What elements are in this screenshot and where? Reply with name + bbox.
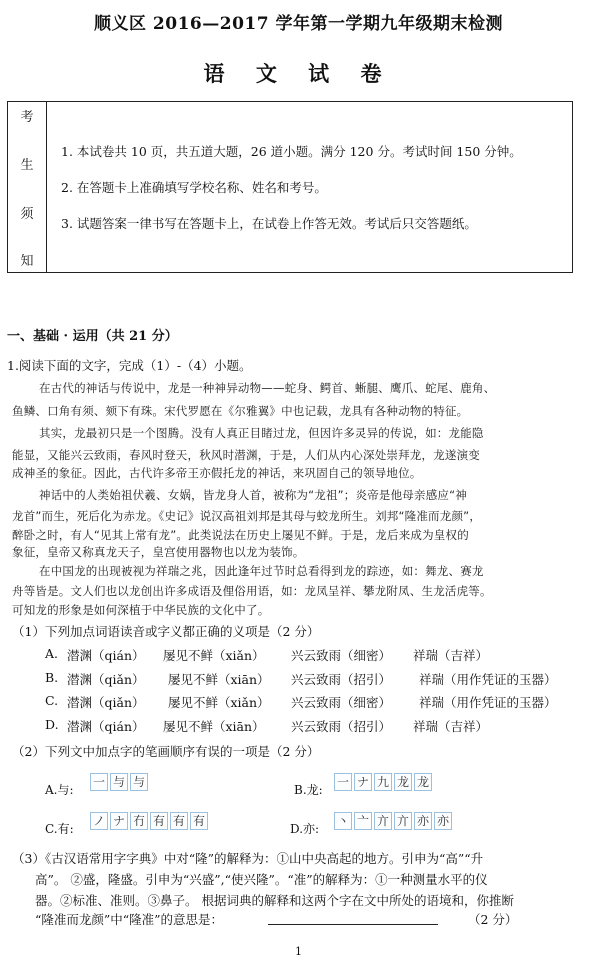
option-word: 屡见不鲜（xiǎn）: [168, 695, 270, 710]
stroke-cell: 亦: [434, 812, 452, 830]
exam-subtitle: 语 文 试 卷: [203, 61, 394, 86]
option-word: 祥瑞（吉祥）: [413, 719, 489, 734]
passage-line: 可知龙的形象是如何深植于中华民族的文化中了。: [12, 603, 270, 617]
stroke-cell: 丶: [334, 812, 352, 830]
passage-line: 在中国龙的出现被视为祥瑞之兆，因此逢年过节时总看得到龙的踪迹，如：舞龙、赛龙: [39, 564, 484, 578]
passage-line: 神话中的人类始祖伏羲、女娲，皆龙身人首，被称为“龙祖”；炎帝是他母亲感应“神: [39, 488, 467, 502]
option-word: 屡见不鲜（xiān）: [163, 719, 265, 734]
section-heading: 一、基础 · 运用（共 21 分）: [7, 329, 178, 344]
option-word: 兴云致雨（细密）: [291, 695, 392, 710]
option-letter: B.: [45, 670, 59, 685]
sub-question-stem: （1）下列加点词语读音或字义都正确的义项是（2 分）: [12, 624, 320, 639]
passage-line: 其实，龙最初只是一个图腾。没有人真正目睹过龙，但因许多灵异的传说，如：龙能隐: [39, 426, 484, 440]
option-word: 祥瑞（用作凭证的玉器）: [419, 695, 557, 710]
passage-line: 龙首”而生，死后化为赤龙。《史记》说汉高祖刘邦是其母与蛟龙所生。刘邦“隆准而龙颜”，: [12, 509, 482, 523]
stroke-cell: 龙: [394, 773, 412, 791]
sub-question-line: （3）《古汉语常用字字典》中对“隆”的解释为：①山中央高起的地方。引申为“高”“升: [12, 851, 484, 866]
option-word: 兴云致雨（细密）: [291, 648, 392, 663]
notice-label-column: [8, 102, 47, 272]
option-row: [45, 717, 590, 735]
notice-line: 2. 在答题卡上准确填写学校名称、姓名和考号。: [61, 180, 327, 195]
stroke-order-row: [90, 773, 148, 793]
stroke-cell: 有: [170, 812, 188, 830]
answer-blank[interactable]: [268, 924, 438, 925]
stroke-cell: 龙: [414, 773, 432, 791]
passage-line: 在古代的神话与传说中，龙是一种神异动物——蛇身、鳄首、蜥腿、鹰爪、蛇尾、鹿角、: [39, 381, 496, 395]
passage-line: 醉卧之时，有人“见其上常有龙”。此类说法在历史上屡见不鲜。于是，龙后来成为皇权的: [12, 528, 469, 542]
stroke-cell: ナ: [110, 812, 128, 830]
notice-label-char: 知: [20, 254, 34, 269]
notice-box: [7, 101, 573, 273]
stroke-item-label: C.有:: [45, 822, 74, 836]
passage-line: 舟等皆是。文人们也以龙创出许多成语及俚俗用语，如：龙凤呈祥、攀龙附凤、生龙活虎等。: [12, 584, 492, 598]
stroke-cell: 亠: [354, 812, 372, 830]
page-number: 1: [295, 945, 302, 958]
passage-line: 鱼鳞、口角有须、颏下有珠。宋代罗愿在《尔雅翼》中也记载，龙具有各种动物的特征。: [12, 404, 469, 418]
stroke-cell: 亦: [414, 812, 432, 830]
notice-label-char: 生: [20, 158, 34, 173]
stroke-cell: 一: [334, 773, 352, 791]
option-word: 祥瑞（用作凭证的玉器）: [419, 672, 557, 687]
stroke-item-label: A.与:: [45, 783, 74, 797]
stroke-cell: 与: [110, 773, 128, 791]
option-word: 兴云致雨（招引）: [291, 719, 392, 734]
notice-line: 1. 本试卷共 10 页，共五道大题，26 道小题。满分 120 分。考试时间 150 分钟。: [61, 144, 522, 159]
option-word: 屡见不鲜（xiān）: [168, 672, 270, 687]
option-letter: C.: [45, 693, 59, 708]
stroke-order-row: [334, 812, 452, 832]
stroke-cell: 九: [374, 773, 392, 791]
stroke-cell: 一: [90, 773, 108, 791]
stroke-cell: ノ: [90, 812, 108, 830]
stroke-item-label: B.龙:: [294, 783, 323, 797]
option-word: 潜渊（qián）: [67, 648, 145, 663]
stroke-cell: 有: [150, 812, 168, 830]
notice-line: 3. 试题答案一律书写在答题卡上，在试卷上作答无效。考试后只交答题纸。: [61, 216, 477, 231]
notice-label-char: 须: [20, 207, 34, 222]
stroke-order-row: [90, 812, 208, 832]
option-row: [45, 646, 590, 664]
stroke-item-label: D.亦:: [290, 822, 320, 836]
passage-line: 成神圣的象征。因此，古代许多帝王亦假托龙的神话，来巩固自己的领导地位。: [12, 466, 422, 480]
option-word: 祥瑞（吉祥）: [413, 648, 489, 663]
question-intro: 1.阅读下面的文字，完成（1）-（4）小题。: [7, 358, 252, 373]
stroke-cell: 有: [190, 812, 208, 830]
exam-title: 顺义区 2016—2017 学年第一学期九年级期末检测: [94, 14, 503, 34]
sub-question-stem: （2）下列文中加点字的笔画顺序有误的一项是（2 分）: [12, 744, 320, 759]
sub-question-line: 高”。 ②盛，隆盛。引申为“兴盛”,“使兴隆”。“准”的解释为：①一种测量水平的仪: [35, 872, 488, 887]
stroke-cell: ナ: [354, 773, 372, 791]
option-letter: A.: [45, 646, 59, 661]
passage-line: 象征，皇帝又称真龙天子，皇宫使用器物也以龙为装饰。: [12, 545, 305, 559]
stroke-cell: 冇: [130, 812, 148, 830]
notice-label-char: 考: [20, 110, 34, 125]
stroke-cell: 亣: [374, 812, 392, 830]
stroke-order-row: [334, 773, 432, 793]
option-word: 兴云致雨（招引）: [291, 672, 392, 687]
option-word: 潜渊（qián）: [67, 719, 145, 734]
option-row: [45, 693, 590, 711]
option-word: 屡见不鲜（xiǎn）: [163, 648, 265, 663]
sub-question-line: 器。②标准、准则。③鼻子。 根据词典的解释和这两个字在文中所处的语境和，你推断: [35, 893, 514, 908]
option-word: 潜渊（qiǎn）: [67, 672, 145, 687]
option-row: [45, 670, 590, 688]
option-letter: D.: [45, 717, 59, 732]
passage-line: 能显，又能兴云致雨，春风时登天，秋风时潜渊，于是，人们从内心深处崇拜龙，龙遂演变: [12, 448, 480, 462]
points-label: （2 分）: [468, 912, 518, 927]
stroke-cell: 亣: [394, 812, 412, 830]
option-word: 潜渊（qiǎn）: [67, 695, 145, 710]
stroke-cell: 与: [130, 773, 148, 791]
sub-question-line: “隆准而龙颜”中“隆准”的意思是：: [35, 912, 224, 927]
